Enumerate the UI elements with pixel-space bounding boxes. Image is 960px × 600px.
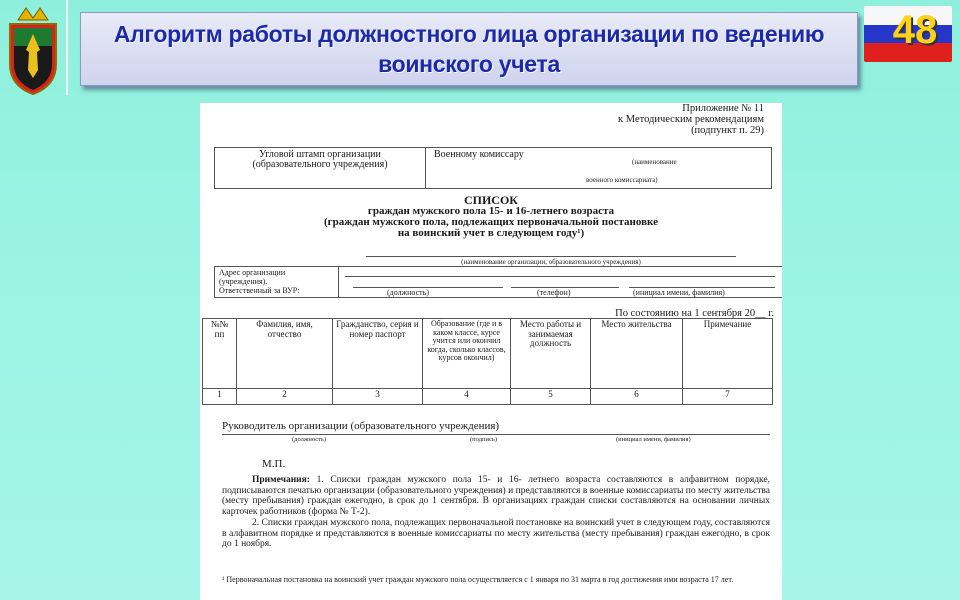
status-date: По состоянию на 1 сентября 20__ г.	[615, 308, 774, 319]
table-row: 1 2 3 4 5 6 7	[203, 389, 773, 405]
note-1: Примечания: 1. Списки граждан мужского пола 15- и 16- летнего возраста составляются в алфавитном порядке, подписываются печатью организации (образовательного учреждения) и представляются в военные комиссариаты по месту жительства (месту пребывания) граждан ежегодно, в срок до 1 сентября. В организациях граждан списки составляются на основании личных карточек работников (форма № Т-2).	[222, 475, 771, 517]
name-caption: (инициал имени, фамилия)	[633, 288, 725, 297]
note-2: 2. Списки граждан мужского пола, подлежащих первоначальной постановке на воинский учет в следующем году, составляются в алфавитном порядке и представляются в военные комиссариаты по месту жительства (месту пребывания) граждан ежегодно, в срок до 1 ноября.	[222, 518, 770, 549]
address-labels: Адрес организации (учреждения). Ответственный за ВУР:	[215, 267, 339, 297]
appendix-reference: Приложение № 11 к Методическим рекомендациям (подпункт п. 29)	[618, 103, 764, 136]
position-caption: (должность)	[387, 288, 429, 297]
head-signature-label: Руководитель организации (образовательного учреждения)	[222, 420, 500, 432]
page-title: Алгоритм работы должностного лица организации по ведению воинского учета	[113, 21, 825, 77]
phone-caption: (телефон)	[537, 288, 571, 297]
footnote: ¹ Первоначальная постановка на воинский учет граждан мужского пола осуществляется с 1 января по 31 марта в год достижения ими возраста 17 лет.	[222, 575, 734, 584]
signature-line	[222, 434, 770, 435]
col-workplace: Место работы и занимаемая должность	[511, 319, 591, 389]
sign-position-caption: (должность)	[292, 436, 327, 443]
citizens-table	[202, 318, 773, 405]
corner-stamp-label: Угловой штамп организации (образовательного учреждения)	[215, 148, 426, 188]
col-full-name: Фамилия, имя, отчество	[237, 319, 333, 389]
addressee-caption-1: (наименование	[632, 158, 677, 166]
table-header-row	[203, 319, 773, 389]
addressee-caption-2: военного комиссариата)	[586, 176, 658, 184]
sign-signature-caption: (подпись)	[470, 436, 497, 443]
slide-number: 48	[892, 8, 938, 52]
address-line	[345, 276, 775, 277]
col-note: Примечание	[683, 319, 773, 389]
sign-name-caption: (инициал имени, фамилия)	[616, 436, 691, 443]
addressee-cell	[426, 148, 771, 188]
col-education: Образование (где и в каком классе, курсе учится или окончил когда, сколько классов, курсов окончил)	[423, 319, 511, 389]
addressee-label: Военному комиссару	[434, 149, 524, 160]
header-table	[214, 147, 772, 189]
address-block	[214, 266, 782, 298]
col-number: №№ пп	[203, 319, 237, 389]
coat-of-arms-icon	[4, 4, 62, 96]
title-banner	[80, 12, 858, 86]
org-name-line	[366, 256, 736, 257]
col-citizenship: Гражданство, серия и номер паспорт	[333, 319, 423, 389]
decorative-divider	[66, 0, 68, 95]
stamp-place: М.П.	[262, 458, 286, 470]
org-name-caption: (наименование организации, образовательного учреждения)	[461, 258, 641, 266]
col-residence: Место жительства	[591, 319, 683, 389]
scanned-document	[200, 103, 782, 600]
list-title: СПИСОК граждан мужского пола 15- и 16-летнего возраста (граждан мужского пола, подлежащих первоначальной постановке на воинский учет в следующем году¹)	[324, 193, 658, 239]
notes-section	[222, 475, 770, 551]
